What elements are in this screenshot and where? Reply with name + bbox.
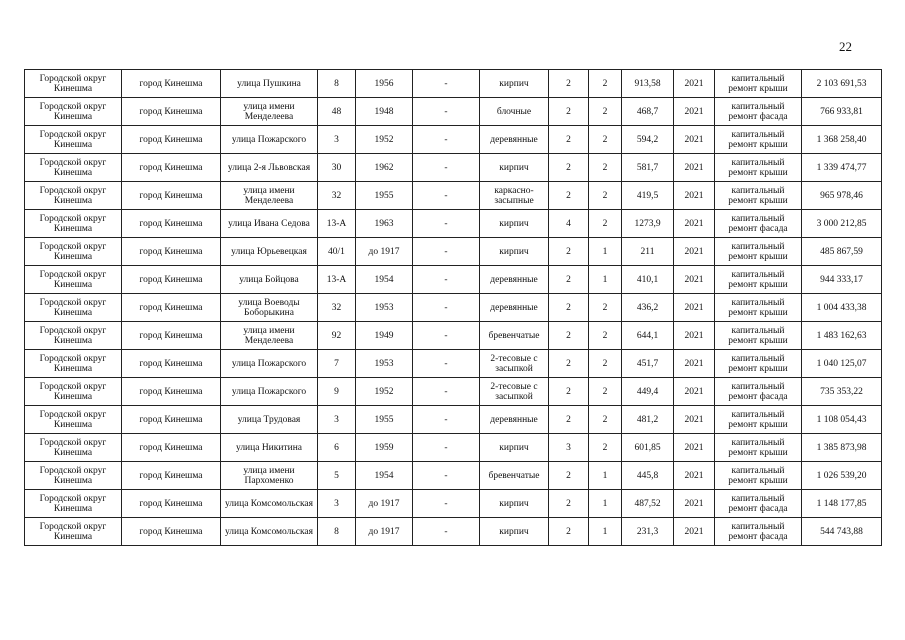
table-row: [25, 210, 882, 238]
build-year-cell: 1963: [356, 210, 413, 238]
plan-year-cell: 2021: [674, 266, 715, 294]
table-row: [25, 98, 882, 126]
wall-material-cell: кирпич: [480, 434, 549, 462]
floors-cell: 4: [549, 210, 589, 238]
cost-cell: 1 368 258,40: [802, 126, 882, 154]
entrances-cell: 2: [589, 434, 622, 462]
cost-cell: 2 103 691,53: [802, 70, 882, 98]
table-row: [25, 294, 882, 322]
cost-cell: 1 339 474,77: [802, 154, 882, 182]
floors-cell: 2: [549, 350, 589, 378]
cost-cell: 1 385 873,98: [802, 434, 882, 462]
locality-cell: город Кинешма: [122, 434, 221, 462]
overhaul-year-cell: -: [413, 350, 480, 378]
build-year-cell: 1955: [356, 406, 413, 434]
locality-cell: город Кинешма: [122, 350, 221, 378]
work-type-cell: капитальный ремонт крыши: [715, 406, 802, 434]
overhaul-year-cell: -: [413, 266, 480, 294]
wall-material-cell: 2-тесовые с засыпкой: [480, 378, 549, 406]
overhaul-year-cell: -: [413, 434, 480, 462]
plan-year-cell: 2021: [674, 154, 715, 182]
locality-cell: город Кинешма: [122, 70, 221, 98]
street-cell: улица Пожарского: [221, 378, 318, 406]
work-type-cell: капитальный ремонт крыши: [715, 154, 802, 182]
work-type-cell: капитальный ремонт крыши: [715, 182, 802, 210]
entrances-cell: 2: [589, 350, 622, 378]
locality-cell: город Кинешма: [122, 210, 221, 238]
build-year-cell: 1954: [356, 266, 413, 294]
area-cell: 451,7: [622, 350, 674, 378]
build-year-cell: до 1917: [356, 518, 413, 546]
build-year-cell: 1948: [356, 98, 413, 126]
wall-material-cell: деревянные: [480, 266, 549, 294]
floors-cell: 2: [549, 462, 589, 490]
entrances-cell: 2: [589, 406, 622, 434]
cost-cell: 485 867,59: [802, 238, 882, 266]
entrances-cell: 1: [589, 490, 622, 518]
build-year-cell: 1956: [356, 70, 413, 98]
floors-cell: 2: [549, 378, 589, 406]
build-year-cell: 1959: [356, 434, 413, 462]
build-year-cell: до 1917: [356, 238, 413, 266]
plan-year-cell: 2021: [674, 210, 715, 238]
table-row: [25, 434, 882, 462]
table-row: [25, 154, 882, 182]
wall-material-cell: блочные: [480, 98, 549, 126]
locality-cell: город Кинешма: [122, 154, 221, 182]
house-number-cell: 92: [318, 322, 356, 350]
entrances-cell: 2: [589, 294, 622, 322]
house-number-cell: 40/1: [318, 238, 356, 266]
table-row: [25, 518, 882, 546]
entrances-cell: 2: [589, 210, 622, 238]
area-cell: 468,7: [622, 98, 674, 126]
street-cell: улица Пушкина: [221, 70, 318, 98]
work-type-cell: капитальный ремонт крыши: [715, 322, 802, 350]
wall-material-cell: кирпич: [480, 518, 549, 546]
area-cell: 644,1: [622, 322, 674, 350]
cost-cell: 766 933,81: [802, 98, 882, 126]
overhaul-year-cell: -: [413, 518, 480, 546]
locality-cell: город Кинешма: [122, 294, 221, 322]
work-type-cell: капитальный ремонт крыши: [715, 126, 802, 154]
wall-material-cell: деревянные: [480, 294, 549, 322]
area-cell: 419,5: [622, 182, 674, 210]
municipality-cell: Городской округ Кинешма: [25, 210, 122, 238]
floors-cell: 2: [549, 322, 589, 350]
floors-cell: 2: [549, 182, 589, 210]
wall-material-cell: кирпич: [480, 154, 549, 182]
municipality-cell: Городской округ Кинешма: [25, 154, 122, 182]
street-cell: улица Бойцова: [221, 266, 318, 294]
municipality-cell: Городской округ Кинешма: [25, 98, 122, 126]
municipality-cell: Городской округ Кинешма: [25, 406, 122, 434]
work-type-cell: капитальный ремонт крыши: [715, 434, 802, 462]
locality-cell: город Кинешма: [122, 238, 221, 266]
locality-cell: город Кинешма: [122, 490, 221, 518]
wall-material-cell: бревенчатые: [480, 322, 549, 350]
house-number-cell: 8: [318, 518, 356, 546]
work-type-cell: капитальный ремонт фасада: [715, 518, 802, 546]
street-cell: улица 2-я Львовская: [221, 154, 318, 182]
table-row: [25, 378, 882, 406]
wall-material-cell: кирпич: [480, 70, 549, 98]
build-year-cell: 1954: [356, 462, 413, 490]
street-cell: улица имени Менделеева: [221, 182, 318, 210]
work-type-cell: капитальный ремонт крыши: [715, 266, 802, 294]
plan-year-cell: 2021: [674, 350, 715, 378]
municipality-cell: Городской округ Кинешма: [25, 322, 122, 350]
locality-cell: город Кинешма: [122, 378, 221, 406]
area-cell: 1273,9: [622, 210, 674, 238]
house-number-cell: 48: [318, 98, 356, 126]
wall-material-cell: 2-тесовые с засыпкой: [480, 350, 549, 378]
table-row: [25, 406, 882, 434]
entrances-cell: 1: [589, 462, 622, 490]
entrances-cell: 1: [589, 238, 622, 266]
overhaul-year-cell: -: [413, 490, 480, 518]
entrances-cell: 1: [589, 518, 622, 546]
plan-year-cell: 2021: [674, 322, 715, 350]
street-cell: улица Юрьевецкая: [221, 238, 318, 266]
build-year-cell: 1955: [356, 182, 413, 210]
plan-year-cell: 2021: [674, 70, 715, 98]
locality-cell: город Кинешма: [122, 182, 221, 210]
overhaul-year-cell: -: [413, 210, 480, 238]
cost-cell: 1 026 539,20: [802, 462, 882, 490]
wall-material-cell: деревянные: [480, 406, 549, 434]
street-cell: улица имени Менделеева: [221, 98, 318, 126]
area-cell: 410,1: [622, 266, 674, 294]
floors-cell: 2: [549, 98, 589, 126]
wall-material-cell: деревянные: [480, 126, 549, 154]
page-number: 22: [839, 39, 852, 54]
floors-cell: 2: [549, 70, 589, 98]
build-year-cell: 1952: [356, 126, 413, 154]
cost-cell: 544 743,88: [802, 518, 882, 546]
locality-cell: город Кинешма: [122, 406, 221, 434]
records-table: [24, 69, 882, 546]
street-cell: улица имени Пархоменко: [221, 462, 318, 490]
locality-cell: город Кинешма: [122, 98, 221, 126]
work-type-cell: капитальный ремонт фасада: [715, 98, 802, 126]
entrances-cell: 2: [589, 126, 622, 154]
overhaul-year-cell: -: [413, 378, 480, 406]
house-number-cell: 9: [318, 378, 356, 406]
build-year-cell: 1953: [356, 350, 413, 378]
plan-year-cell: 2021: [674, 294, 715, 322]
house-number-cell: 32: [318, 294, 356, 322]
work-type-cell: капитальный ремонт крыши: [715, 294, 802, 322]
house-number-cell: 3: [318, 126, 356, 154]
table-row: [25, 126, 882, 154]
plan-year-cell: 2021: [674, 182, 715, 210]
house-number-cell: 30: [318, 154, 356, 182]
area-cell: 481,2: [622, 406, 674, 434]
floors-cell: 2: [549, 294, 589, 322]
municipality-cell: Городской округ Кинешма: [25, 238, 122, 266]
floors-cell: 2: [549, 238, 589, 266]
plan-year-cell: 2021: [674, 490, 715, 518]
records-body: [25, 70, 882, 546]
cost-cell: 1 004 433,38: [802, 294, 882, 322]
cost-cell: 1 148 177,85: [802, 490, 882, 518]
overhaul-year-cell: -: [413, 238, 480, 266]
entrances-cell: 2: [589, 378, 622, 406]
area-cell: 487,52: [622, 490, 674, 518]
plan-year-cell: 2021: [674, 406, 715, 434]
overhaul-year-cell: -: [413, 70, 480, 98]
work-type-cell: капитальный ремонт крыши: [715, 350, 802, 378]
house-number-cell: 5: [318, 462, 356, 490]
work-type-cell: капитальный ремонт фасада: [715, 378, 802, 406]
street-cell: улица Комсомольская: [221, 518, 318, 546]
plan-year-cell: 2021: [674, 238, 715, 266]
plan-year-cell: 2021: [674, 518, 715, 546]
house-number-cell: 32: [318, 182, 356, 210]
house-number-cell: 6: [318, 434, 356, 462]
table-row: [25, 490, 882, 518]
street-cell: улица Никитина: [221, 434, 318, 462]
area-cell: 211: [622, 238, 674, 266]
cost-cell: 944 333,17: [802, 266, 882, 294]
plan-year-cell: 2021: [674, 462, 715, 490]
overhaul-year-cell: -: [413, 182, 480, 210]
house-number-cell: 13-А: [318, 210, 356, 238]
cost-cell: 1 483 162,63: [802, 322, 882, 350]
build-year-cell: 1962: [356, 154, 413, 182]
area-cell: 449,4: [622, 378, 674, 406]
area-cell: 581,7: [622, 154, 674, 182]
street-cell: улица Трудовая: [221, 406, 318, 434]
floors-cell: 3: [549, 434, 589, 462]
overhaul-year-cell: -: [413, 322, 480, 350]
build-year-cell: до 1917: [356, 490, 413, 518]
entrances-cell: 2: [589, 154, 622, 182]
floors-cell: 2: [549, 266, 589, 294]
cost-cell: 3 000 212,85: [802, 210, 882, 238]
locality-cell: город Кинешма: [122, 126, 221, 154]
municipality-cell: Городской округ Кинешма: [25, 350, 122, 378]
street-cell: улица имени Менделеева: [221, 322, 318, 350]
overhaul-year-cell: -: [413, 126, 480, 154]
area-cell: 913,58: [622, 70, 674, 98]
municipality-cell: Городской округ Кинешма: [25, 126, 122, 154]
floors-cell: 2: [549, 154, 589, 182]
municipality-cell: Городской округ Кинешма: [25, 434, 122, 462]
cost-cell: 1 040 125,07: [802, 350, 882, 378]
overhaul-year-cell: -: [413, 294, 480, 322]
house-number-cell: 3: [318, 490, 356, 518]
municipality-cell: Городской округ Кинешма: [25, 266, 122, 294]
house-number-cell: 8: [318, 70, 356, 98]
area-cell: 445,8: [622, 462, 674, 490]
municipality-cell: Городской округ Кинешма: [25, 490, 122, 518]
floors-cell: 2: [549, 518, 589, 546]
municipality-cell: Городской округ Кинешма: [25, 518, 122, 546]
table-row: [25, 322, 882, 350]
work-type-cell: капитальный ремонт крыши: [715, 462, 802, 490]
area-cell: 594,2: [622, 126, 674, 154]
area-cell: 601,85: [622, 434, 674, 462]
plan-year-cell: 2021: [674, 434, 715, 462]
wall-material-cell: кирпич: [480, 490, 549, 518]
cost-cell: 735 353,22: [802, 378, 882, 406]
floors-cell: 2: [549, 126, 589, 154]
build-year-cell: 1949: [356, 322, 413, 350]
entrances-cell: 2: [589, 98, 622, 126]
cost-cell: 965 978,46: [802, 182, 882, 210]
table-row: [25, 350, 882, 378]
table-row: [25, 182, 882, 210]
table-row: [25, 70, 882, 98]
overhaul-year-cell: -: [413, 98, 480, 126]
municipality-cell: Городской округ Кинешма: [25, 182, 122, 210]
street-cell: улица Комсомольская: [221, 490, 318, 518]
wall-material-cell: бревенчатые: [480, 462, 549, 490]
locality-cell: город Кинешма: [122, 266, 221, 294]
table-row: [25, 266, 882, 294]
plan-year-cell: 2021: [674, 378, 715, 406]
work-type-cell: капитальный ремонт крыши: [715, 238, 802, 266]
entrances-cell: 2: [589, 70, 622, 98]
street-cell: улица Пожарского: [221, 350, 318, 378]
municipality-cell: Городской округ Кинешма: [25, 70, 122, 98]
house-number-cell: 3: [318, 406, 356, 434]
entrances-cell: 1: [589, 266, 622, 294]
wall-material-cell: каркасно-засыпные: [480, 182, 549, 210]
wall-material-cell: кирпич: [480, 238, 549, 266]
locality-cell: город Кинешма: [122, 322, 221, 350]
municipality-cell: Городской округ Кинешма: [25, 462, 122, 490]
area-cell: 436,2: [622, 294, 674, 322]
work-type-cell: капитальный ремонт фасада: [715, 210, 802, 238]
street-cell: улица Пожарского: [221, 126, 318, 154]
work-type-cell: капитальный ремонт фасада: [715, 490, 802, 518]
table-row: [25, 238, 882, 266]
locality-cell: город Кинешма: [122, 462, 221, 490]
overhaul-year-cell: -: [413, 462, 480, 490]
municipality-cell: Городской округ Кинешма: [25, 378, 122, 406]
municipality-cell: Городской округ Кинешма: [25, 294, 122, 322]
floors-cell: 2: [549, 406, 589, 434]
street-cell: улица Ивана Седова: [221, 210, 318, 238]
entrances-cell: 2: [589, 182, 622, 210]
locality-cell: город Кинешма: [122, 518, 221, 546]
build-year-cell: 1953: [356, 294, 413, 322]
work-type-cell: капитальный ремонт крыши: [715, 70, 802, 98]
overhaul-year-cell: -: [413, 154, 480, 182]
cost-cell: 1 108 054,43: [802, 406, 882, 434]
area-cell: 231,3: [622, 518, 674, 546]
plan-year-cell: 2021: [674, 98, 715, 126]
street-cell: улица Воеводы Боборыкина: [221, 294, 318, 322]
overhaul-year-cell: -: [413, 406, 480, 434]
build-year-cell: 1952: [356, 378, 413, 406]
plan-year-cell: 2021: [674, 126, 715, 154]
table-row: [25, 462, 882, 490]
floors-cell: 2: [549, 490, 589, 518]
house-number-cell: 7: [318, 350, 356, 378]
wall-material-cell: кирпич: [480, 210, 549, 238]
entrances-cell: 2: [589, 322, 622, 350]
house-number-cell: 13-А: [318, 266, 356, 294]
